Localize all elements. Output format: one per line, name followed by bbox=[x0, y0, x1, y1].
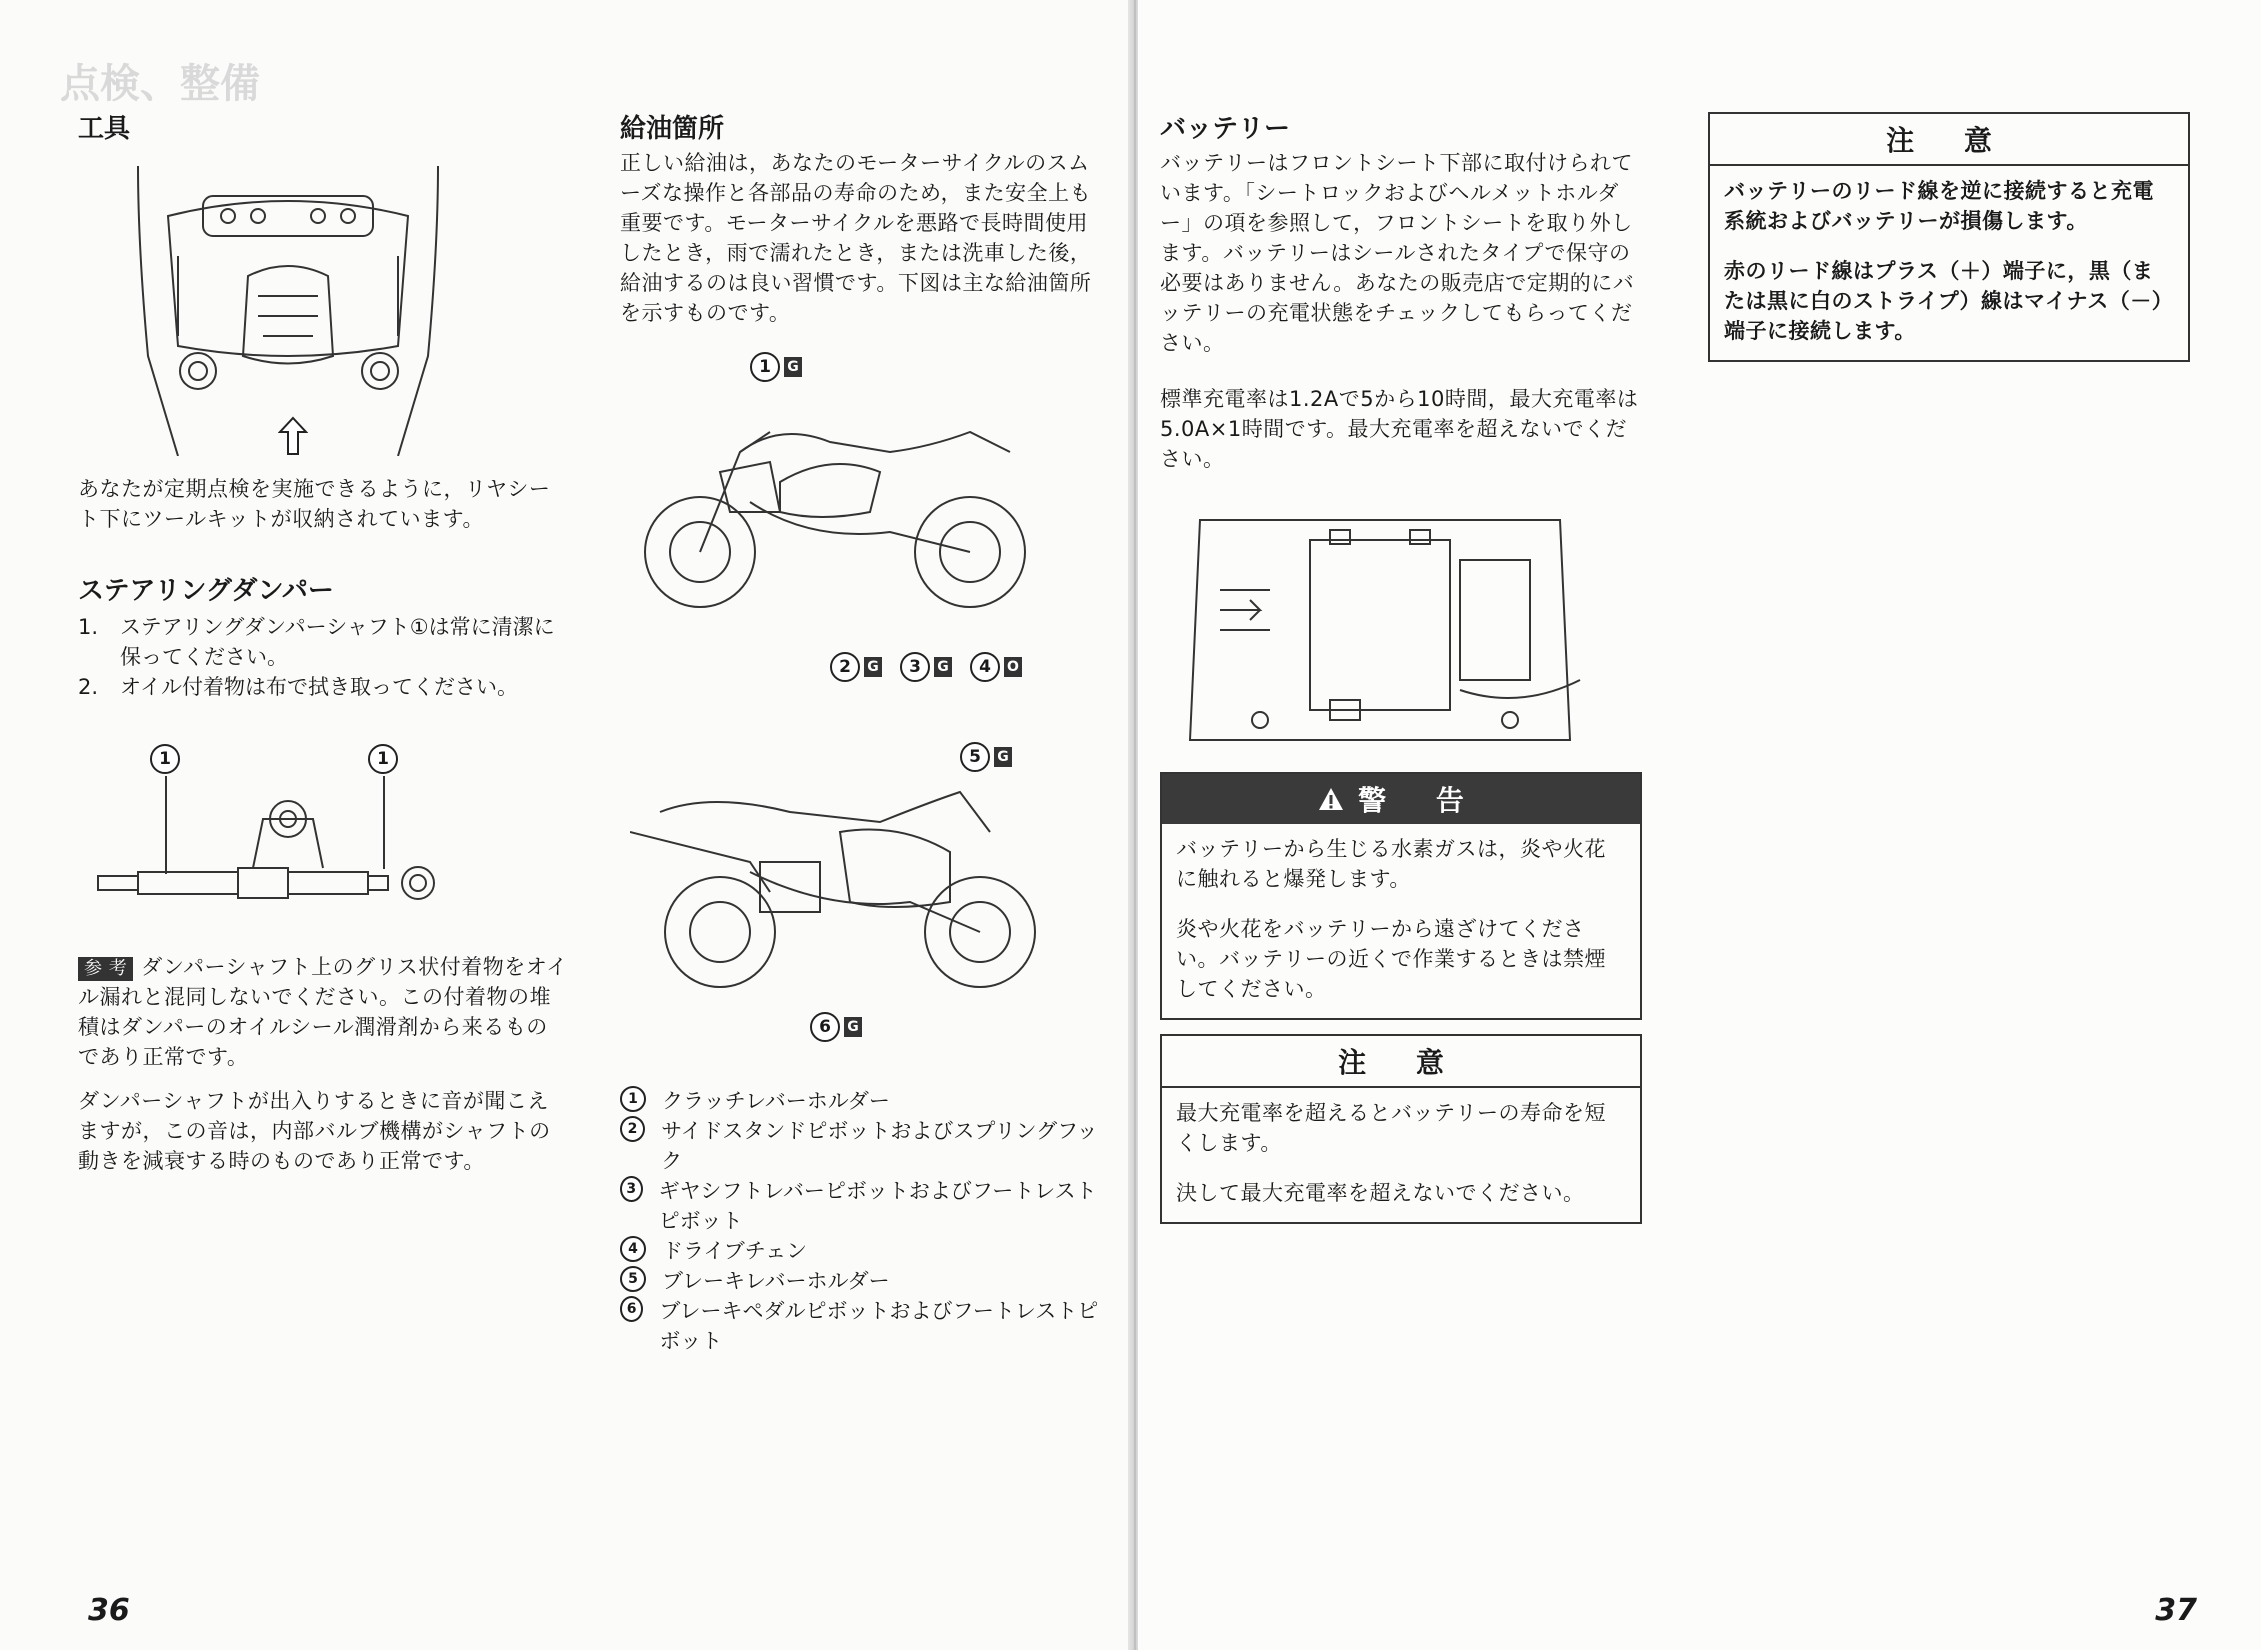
caution-text-2: 決して最大充電率を超えないでください。 bbox=[1176, 1181, 1585, 1205]
steering-damper-heading: ステアリングダンパー bbox=[78, 576, 334, 606]
page-number: 36 bbox=[88, 1593, 130, 1628]
show-through-header: 点検、整備 bbox=[60, 61, 260, 107]
legend-item: 3 ギヤシフトレバーピボットおよびフートレストピボット bbox=[620, 1176, 1100, 1236]
caution-box-battery-life bbox=[1160, 1034, 1642, 1224]
warning-box bbox=[1160, 772, 1642, 1020]
damper-callout-right: 1 bbox=[368, 744, 398, 774]
left-column bbox=[78, 112, 568, 1176]
seat-tail-illustration bbox=[118, 156, 458, 456]
damper-steps bbox=[78, 612, 568, 702]
battery-column bbox=[1160, 112, 1640, 1224]
tools-body: あなたが定期点検を実施できるように，リヤシート下にツールキットが収納されています。 bbox=[78, 477, 551, 531]
lubrication-legend bbox=[620, 1086, 1100, 1356]
reference-note-text-2: ダンパーシャフトが出入りするときに音が聞こえますが，この音は，内部バルブ機構がシャフトの動きを減衰する時のものであり正常です。 bbox=[78, 1089, 551, 1173]
battery-location-illustration bbox=[1160, 490, 1610, 760]
battery-figure bbox=[1160, 490, 1610, 760]
damper-step: 2. オイル付着物は布で拭き取ってください。 bbox=[78, 675, 518, 699]
caution-content bbox=[1710, 166, 2188, 360]
tools-heading: 工具 bbox=[78, 114, 131, 144]
motorcycle-right-side-illustration bbox=[630, 772, 1070, 1002]
legend-item: 4 ドライブチェン bbox=[620, 1236, 1100, 1266]
lubrication-heading: 給油箇所 bbox=[620, 114, 725, 144]
caution-content bbox=[1162, 1088, 1640, 1222]
callout-3: 3 G bbox=[900, 652, 952, 682]
caution-box-lead-wires bbox=[1708, 112, 2190, 362]
damper-figure bbox=[78, 744, 518, 924]
legend-item: 5 ブレーキレバーホルダー bbox=[620, 1266, 1100, 1296]
battery-heading: バッテリー bbox=[1160, 114, 1291, 144]
warning-triangle-icon bbox=[1318, 787, 1344, 811]
callout-4: 4 O bbox=[970, 652, 1022, 682]
warning-content bbox=[1162, 824, 1640, 1018]
legend-item: 6 ブレーキペダルピボットおよびフートレストピボット bbox=[620, 1296, 1100, 1356]
reference-note-text: ダンパーシャフト上のグリス状付着物をオイル漏れと混同しないでください。この付着物の堆積はダンパーのオイルシール潤滑剤から来るものであり正常です。 bbox=[78, 955, 568, 1069]
reference-note bbox=[78, 952, 568, 1176]
up-arrow-icon bbox=[278, 416, 308, 456]
callout-1: 1 G bbox=[750, 352, 802, 382]
caution-title: 注 意 bbox=[1338, 1046, 1464, 1079]
damper-step: 1. ステアリングダンパーシャフト①は常に清潔に保ってください。 bbox=[78, 615, 555, 669]
battery-body: バッテリーはフロントシート下部に取付けられています。「シートロックおよびヘルメットホルダー」の項を参照して，フロントシートを取り外します。バッテリーはシールされたタイプで保守の必要はありません。あなたの販売店で定期的にバッテリーの充電状態をチェックしてもらってください。 bbox=[1160, 151, 1635, 355]
charge-rate-text: 標準充電率は1.2Aで5から10時間，最大充電率は5.0A×1時間です。最大充電率を超えないでください。 bbox=[1160, 387, 1639, 471]
right-page bbox=[1138, 0, 2261, 1650]
callout-5: 5 G bbox=[960, 742, 1012, 772]
warning-header bbox=[1162, 774, 1640, 824]
warning-text-2: 炎や火花をバッテリーから遠ざけてください。バッテリーの近くで作業するときは禁煙してください。 bbox=[1176, 917, 1606, 1001]
legend-item: 2 サイドスタンドピボットおよびスプリングフック bbox=[620, 1116, 1100, 1176]
lubrication-column bbox=[620, 112, 1100, 1356]
legend-item: 1 クラッチレバーホルダー bbox=[620, 1086, 1100, 1116]
motorcycle-left-side-illustration bbox=[630, 392, 1070, 622]
lubrication-figure bbox=[620, 352, 1090, 1062]
caution-title: 注 意 bbox=[1886, 124, 2012, 157]
caution-text-2: 赤のリード線はプラス（＋）端子に，黒（または黒に白のストライプ）線はマイナス（－）端子に接続します。 bbox=[1724, 259, 2174, 343]
steering-damper-illustration bbox=[78, 744, 518, 924]
reference-label: 参 考 bbox=[78, 957, 133, 981]
lubrication-body: 正しい給油は，あなたのモーターサイクルのスムーズな操作と各部品の寿命のため，また安全上も重要です。モーターサイクルを悪路で長時間使用したとき，雨で濡れたとき，または洗車した後，給油するのは良い習慣です。下図は主な給油箇所を示すものです。 bbox=[620, 151, 1092, 325]
damper-callout-left: 1 bbox=[150, 744, 180, 774]
warning-title: 警 告 bbox=[1358, 784, 1484, 817]
left-page bbox=[0, 0, 1128, 1650]
callout-6: 6 G bbox=[810, 1012, 862, 1042]
warning-text-1: バッテリーから生じる水素ガスは，炎や火花に触れると爆発します。 bbox=[1176, 837, 1606, 891]
caution-header bbox=[1162, 1036, 1640, 1088]
tool-kit-figure bbox=[118, 156, 458, 456]
caution-text-1: 最大充電率を超えるとバッテリーの寿命を短くします。 bbox=[1176, 1101, 1606, 1155]
caution-header bbox=[1710, 114, 2188, 166]
callout-2: 2 G bbox=[830, 652, 882, 682]
caution-text-1: バッテリーのリード線を逆に接続すると充電系統およびバッテリーが損傷します。 bbox=[1724, 179, 2154, 233]
page-number: 37 bbox=[2155, 1593, 2197, 1628]
